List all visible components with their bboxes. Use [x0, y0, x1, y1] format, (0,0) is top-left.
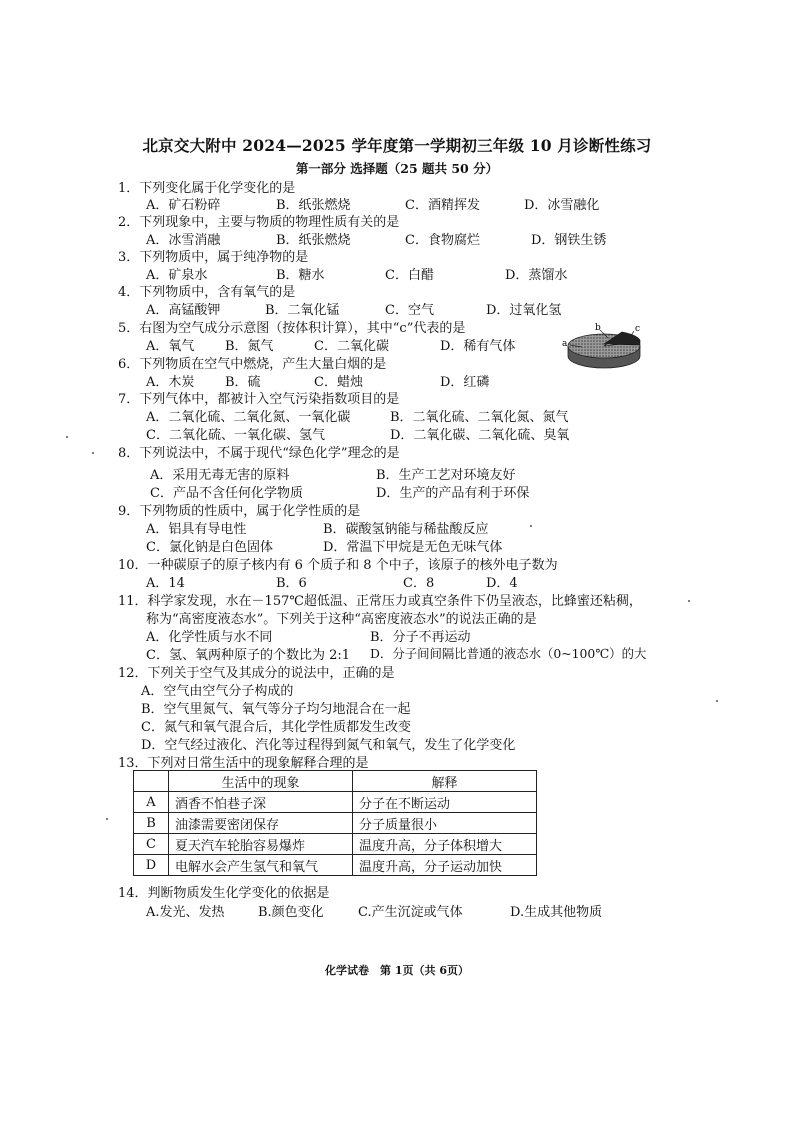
question-11-option-a: A．化学性质与水不同: [146, 630, 273, 645]
exam-title: 北京交大附中 2024—2025 学年度第一学期初三年级 10 月诊断性练习: [142, 136, 652, 155]
question-12-option-c: C．氮气和氧气混合后，其化学性质都发生改变: [141, 720, 411, 735]
question-10-option-a: A．14: [146, 576, 185, 591]
scan-speck: [530, 525, 532, 527]
table-header-cell: 解释: [353, 771, 537, 792]
question-10-option-b: B．6: [276, 576, 307, 591]
question-1-option-c: C．酒精挥发: [405, 198, 480, 213]
question-10-stem: 10．一种碳原子的原子核内有 6 个质子和 8 个中子，该原子的核外电子数为: [118, 558, 558, 573]
question-4-option-b: B．二氧化锰: [265, 303, 340, 318]
question-9-option-d: D．常温下甲烷是无色无味气体: [323, 540, 503, 555]
question-3-stem: 3．下列物质中，属于纯净物的是: [118, 250, 309, 265]
question-4-option-c: C．空气: [385, 303, 434, 318]
scan-speck: [688, 600, 690, 602]
question-14-option-a: A.发光、发热: [146, 905, 225, 920]
question-13-stem: 13．下列对日常生活中的现象解释合理的是: [118, 756, 369, 771]
table-cell: A: [134, 792, 169, 813]
table-cell: 油漆需要密闭保存: [169, 813, 353, 834]
question-5-option-c: C．二氧化碳: [314, 339, 389, 354]
scan-speck: [106, 818, 108, 820]
question-7-option-a: A．二氧化硫、二氧化氮、一氧化碳: [146, 410, 351, 425]
question-3-option-b: B．糖水: [276, 268, 325, 283]
question-6-option-d: D．红磷: [440, 375, 490, 390]
table-cell: 夏天汽车轮胎容易爆炸: [169, 834, 353, 855]
question-13-table: [133, 770, 537, 876]
question-11-stem-continued: 称为“高密度液态水”。下列关于这种“高密度液态水”的说法正确的是: [146, 612, 537, 627]
question-9-option-a: A．铝具有导电性: [146, 522, 247, 537]
question-12-option-a: A．空气由空气分子构成的: [141, 684, 294, 699]
pie-label-a: a: [562, 339, 568, 349]
air-composition-pie-diagram: [560, 322, 648, 376]
question-14-option-b: B.颜色变化: [258, 905, 324, 920]
question-12-option-b: B．空气里氮气、氧气等分子均匀地混合在一起: [141, 702, 411, 717]
question-11-stem: 11．科学家发现，水在－157℃超低温、正常压力或真空条件下仍呈液态，比蜂蜜还粘稠，: [118, 594, 642, 609]
question-2-option-a: A．冰雪消融: [146, 233, 221, 248]
question-11-option-c: C．氢、氧两种原子的个数比为 2:1: [146, 648, 351, 663]
table-row: [134, 813, 537, 834]
question-8-option-d: D．生产的产品有利于环保: [376, 486, 530, 501]
question-14-option-d: D.生成其他物质: [510, 905, 603, 920]
table-cell: 电解水会产生氢气和氧气: [169, 855, 353, 876]
question-3-option-c: C．白醋: [385, 268, 434, 283]
question-6-option-c: C．蜡烛: [314, 375, 363, 390]
question-14-option-c: C.产生沉淀或气体: [358, 905, 463, 920]
table-row: [134, 834, 537, 855]
question-1-option-b: B．纸张燃烧: [276, 198, 351, 213]
question-10-option-c: C．8: [403, 576, 435, 591]
question-11-option-b: B．分子不再运动: [370, 630, 471, 645]
question-7-option-d: D．二氧化碳、二氧化硫、臭氧: [390, 428, 570, 443]
question-12-option-d: D．空气经过液化、汽化等过程得到氮气和氧气，发生了化学变化: [141, 738, 516, 753]
table-cell: 分子质量很小: [353, 813, 537, 834]
question-5-option-a: A．氧气: [146, 339, 195, 354]
question-8-option-c: C．产品不含任何化学物质: [150, 486, 303, 501]
question-6-option-a: A．木炭: [146, 375, 195, 390]
question-4-option-d: D．过氧化氢: [486, 303, 562, 318]
question-5-stem: 5．右图为空气成分示意图（按体积计算），其中“c”代表的是: [118, 321, 466, 336]
pie-label-c: c: [635, 324, 641, 334]
table-header-cell: [134, 771, 169, 792]
question-5-option-b: B．氮气: [225, 339, 274, 354]
question-9-option-c: C．氯化钠是白色固体: [146, 540, 273, 555]
question-5-option-d: D．稀有气体: [440, 339, 516, 354]
question-1-option-d: D．冰雪融化: [524, 198, 600, 213]
question-7-option-b: B．二氧化硫、二氧化氮、氮气: [390, 410, 569, 425]
question-14-stem: 14．判断物质发生化学变化的依据是: [118, 886, 330, 901]
table-row: [134, 792, 537, 813]
question-2-option-d: D．钢铁生锈: [531, 233, 607, 248]
pie-label-b: b: [595, 323, 601, 333]
scan-speck: [92, 452, 94, 454]
page-footer: 化学试卷 第 1页（共 6页）: [325, 964, 469, 977]
question-1-stem: 1．下列变化属于化学变化的是: [118, 181, 296, 196]
question-8-option-b: B．生产工艺对环境友好: [376, 468, 516, 483]
question-8-stem: 8．下列说法中，不属于现代“绿色化学”理念的是: [118, 446, 400, 461]
table-cell: 分子在不断运动: [353, 792, 537, 813]
table-header-row: [134, 771, 537, 792]
table-cell: B: [134, 813, 169, 834]
question-10-option-d: D．4: [486, 576, 518, 591]
table-row: [134, 855, 537, 876]
question-9-option-b: B．碳酸氢钠能与稀盐酸反应: [323, 522, 489, 537]
table-header-cell: 生活中的现象: [169, 771, 353, 792]
question-8-option-a: A．采用无毒无害的原料: [150, 468, 290, 483]
question-4-stem: 4．下列物质中，含有氧气的是: [118, 285, 296, 300]
question-4-option-a: A．高锰酸钾: [146, 303, 221, 318]
question-3-option-d: D．蒸馏水: [505, 268, 568, 283]
question-12-stem: 12．下列关于空气及其成分的说法中，正确的是: [118, 666, 395, 681]
table-cell: D: [134, 855, 169, 876]
question-6-stem: 6．下列物质在空气中燃烧，产生大量白烟的是: [118, 357, 387, 372]
question-2-option-c: C．食物腐烂: [405, 233, 480, 248]
table-cell: 温度升高，分子体积增大: [353, 834, 537, 855]
scan-speck: [66, 436, 68, 438]
question-7-stem: 7．下列气体中，都被计入空气污染指数项目的是: [118, 392, 400, 407]
question-6-option-b: B．硫: [225, 375, 261, 390]
question-2-option-b: B．纸张燃烧: [276, 233, 351, 248]
question-7-option-c: C．二氧化硫、一氧化碳、氢气: [146, 428, 325, 443]
question-9-stem: 9．下列物质的性质中，属于化学性质的是: [118, 504, 361, 519]
scan-speck: [716, 700, 718, 702]
section-heading: 第一部分 选择题（25 题共 50 分）: [295, 161, 499, 176]
question-2-stem: 2．下列现象中，主要与物质的物理性质有关的是: [118, 215, 400, 230]
question-11-option-d: D．分子间间隔比普通的液态水（0~100℃）的大: [370, 646, 647, 661]
question-3-option-a: A．矿泉水: [146, 268, 208, 283]
table-cell: 温度升高，分子运动加快: [353, 855, 537, 876]
question-1-option-a: A．矿石粉碎: [146, 198, 221, 213]
table-cell: 酒香不怕巷子深: [169, 792, 353, 813]
table-cell: C: [134, 834, 169, 855]
